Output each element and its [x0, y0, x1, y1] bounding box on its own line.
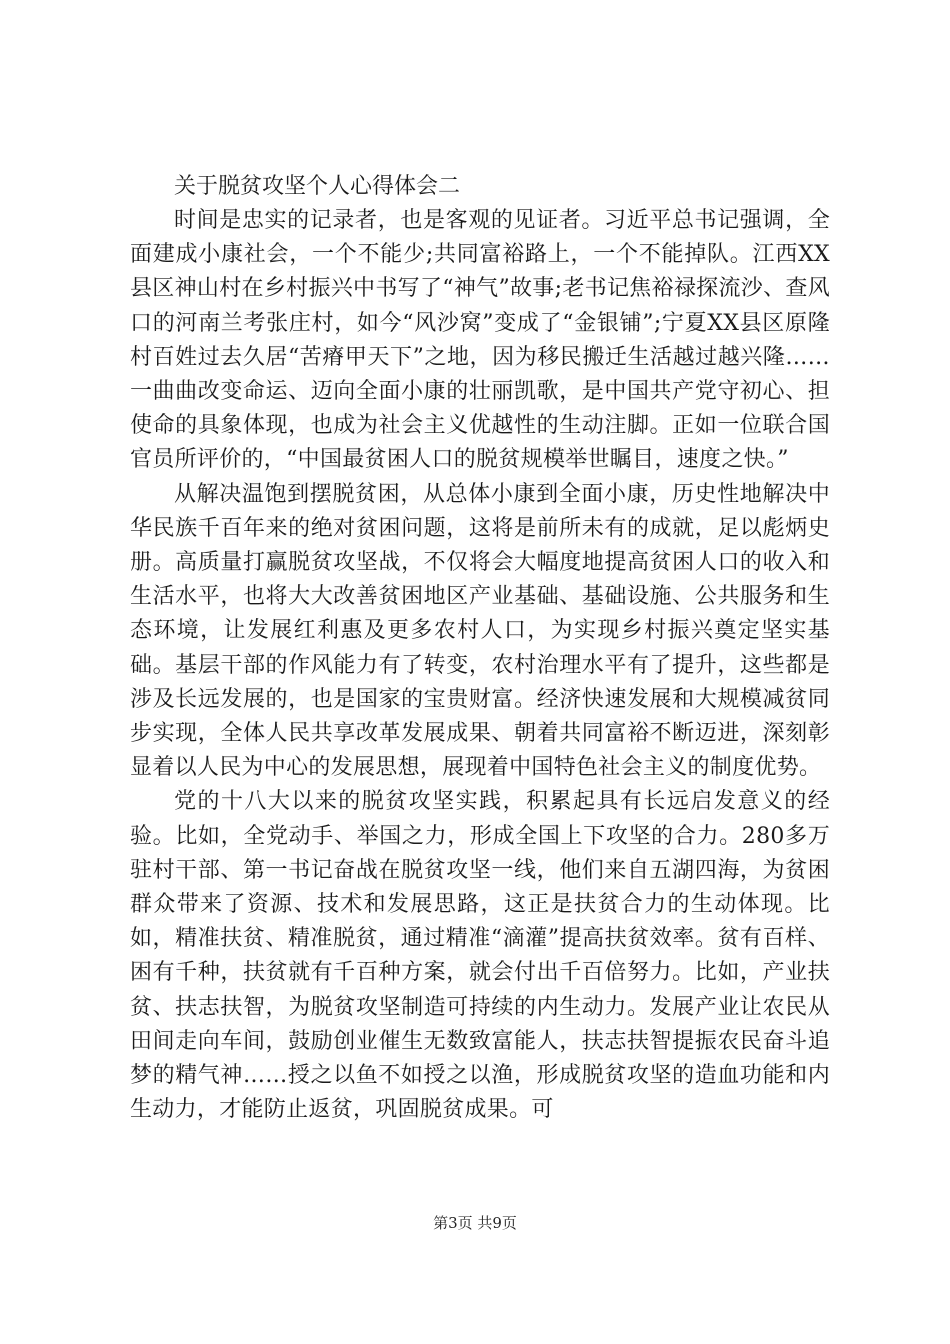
page-number-label: 第3页 共9页: [433, 1214, 517, 1232]
paragraph-2: 从解决温饱到摆脱贫困，从总体小康到全面小康，历史性地解决中华民族千百年来的绝对贫困问题，这将是前所未有的成就，足以彪炳史册。高质量打赢脱贫攻坚战，不仅将会大幅度地提高贫困人口的收入和生活水平，也将大大改善贫困地区产业基础、基础设施、公共服务和生态环境，让发展红利惠及更多农村人口，为实现乡村振兴奠定坚实基础。基层干部的作风能力有了转变，农村治理水平有了提升，这些都是涉及长远发展的，也是国家的宝贵财富。经济快速发展和大规模减贫同步实现，全体人民共享改革发展成果、朝着共同富裕不断迈进，深刻彰显着以人民为中心的发展思想，展现着中国特色社会主义的制度优势。: [130, 481, 830, 781]
page-footer: [0, 1213, 950, 1233]
document-title: 关于脱贫攻坚个人心得体会二: [174, 174, 461, 199]
document-body: [130, 170, 830, 1127]
paragraph-3: 党的十八大以来的脱贫攻坚实践，积累起具有长远启发意义的经验。比如，全党动手、举国之力，形成全国上下攻坚的合力。280多万驻村干部、第一书记奋战在脱贫攻坚一线，他们来自五湖四海，为贫困群众带来了资源、技术和发展思路，这正是扶贫合力的生动体现。比如，精准扶贫、精准脱贫，通过精准“滴灌”提高扶贫效率。贫有百样、困有千种，扶贫就有千百种方案，就会付出千百倍努力。比如，产业扶贫、扶志扶智，为脱贫攻坚制造可持续的内生动力。发展产业让农民从田间走向车间，鼓励创业催生无数致富能人，扶志扶智提振农民奋斗追梦的精气神……授之以鱼不如授之以渔，形成脱贫攻坚的造血功能和内生动力，才能防止返贫，巩固脱贫成果。可: [130, 789, 830, 1123]
paragraph-1: 时间是忠实的记录者，也是客观的见证者。习近平总书记强调，全面建成小康社会，一个不能少;共同富裕路上，一个不能掉队。江西XX县区神山村在乡村振兴中书写了“神气”故事;老书记焦裕禄探流沙、查风口的河南兰考张庄村，如今“风沙窝”变成了“金银铺”;宁夏XX县区原隆村百姓过去久居“苦瘠甲天下”之地，因为移民搬迁生活越过越兴隆……一曲曲改变命运、迈向全面小康的壮丽凯歌，是中国共产党守初心、担使命的具象体现，也成为社会主义优越性的生动注脚。正如一位联合国官员所评价的，“中国最贫困人口的脱贫规模举世瞩目，速度之快。”: [130, 208, 830, 473]
